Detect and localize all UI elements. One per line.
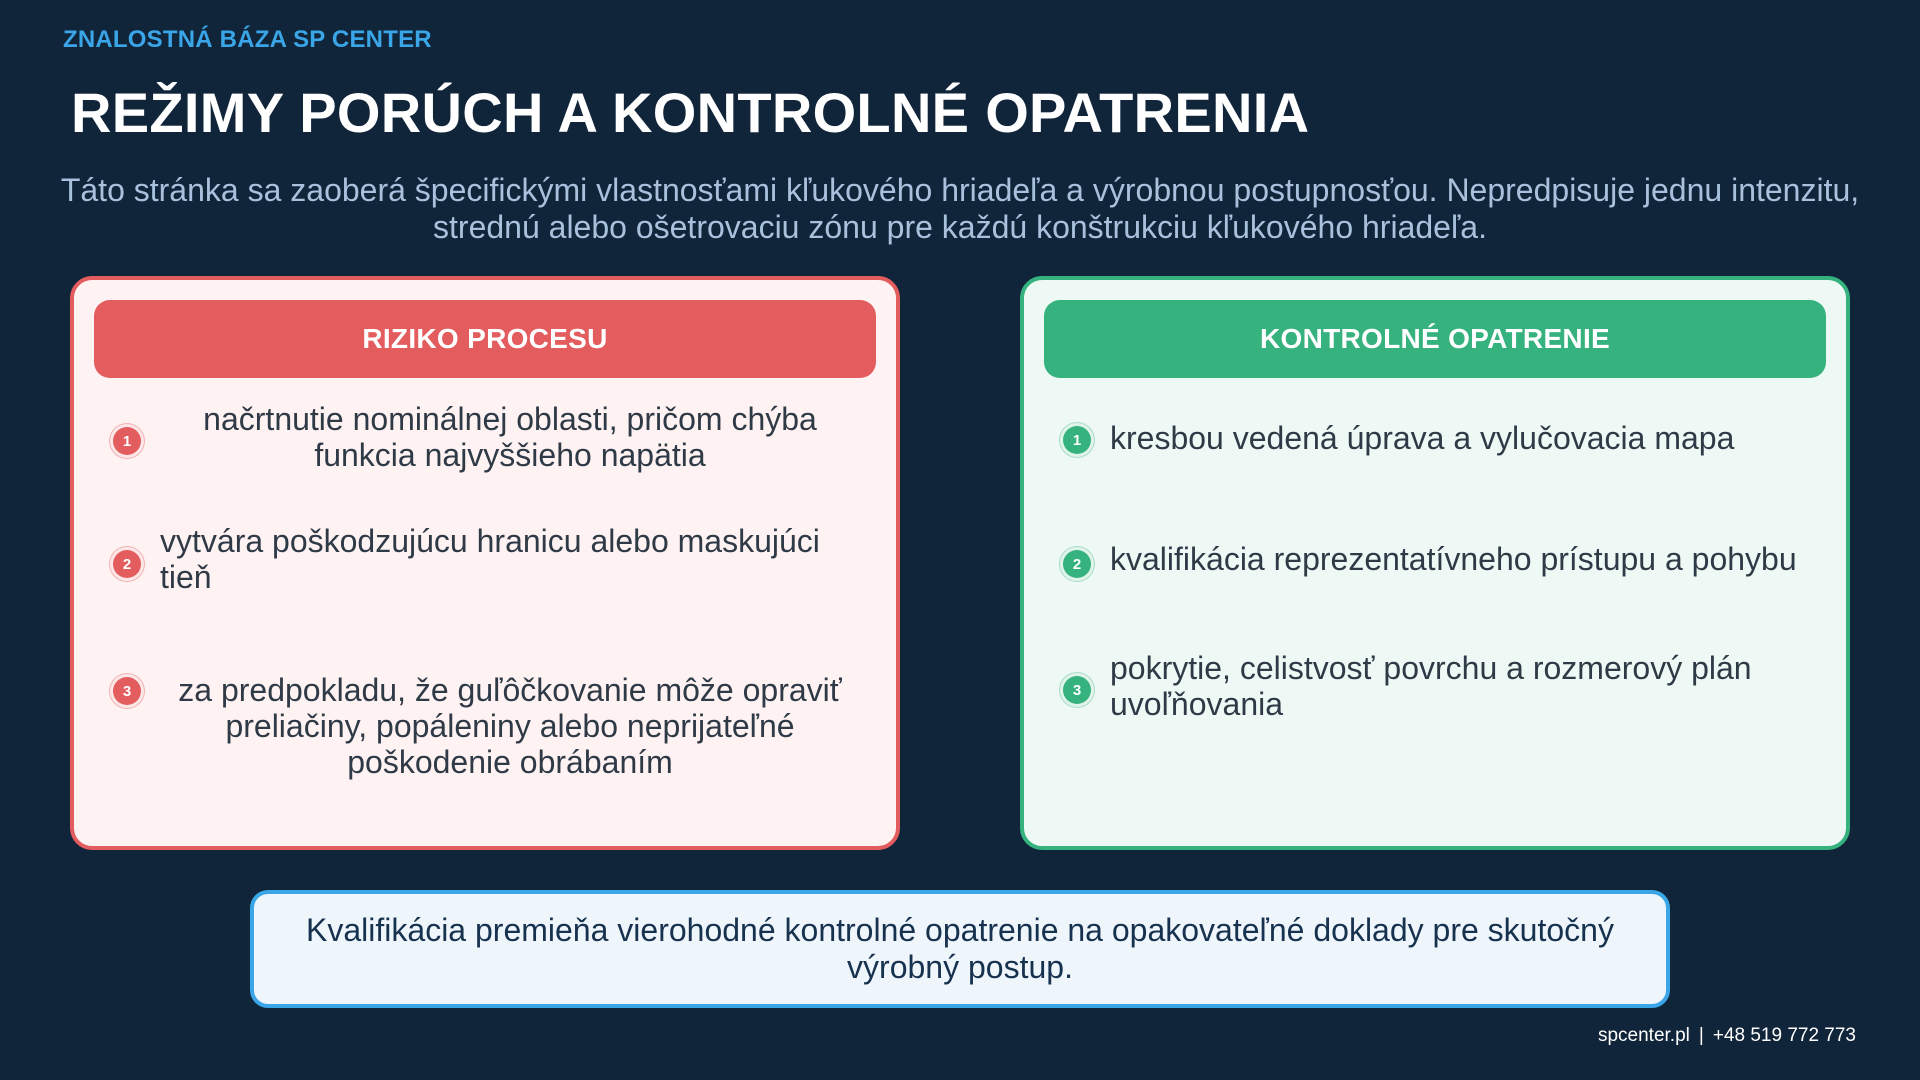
risk-panel <box>70 276 900 850</box>
risk-item-1 <box>74 401 896 481</box>
control-item-2 <box>1024 541 1846 581</box>
risk-item-2-text: vytvára poškodzujúcu hranicu alebo maskujúci tieň <box>160 523 820 595</box>
control-item-3 <box>1024 650 1846 730</box>
number-badge-2: 2 <box>1060 547 1094 581</box>
footer-phone: +48 519 772 773 <box>1712 1025 1856 1046</box>
summary-note: Kvalifikácia premieňa vierohodné kontrolné opatrenie na opakovateľné doklady pre skutočný výrobný postup. <box>250 890 1670 1008</box>
control-item-1 <box>1024 420 1846 460</box>
footer-separator: | <box>1698 1025 1704 1046</box>
risk-item-1-text: načrtnutie nominálnej oblasti, pričom chýba funkcia najvyššieho napätia <box>203 401 817 473</box>
control-item-1-text: kresbou vedená úprava a vylučovacia mapa <box>1110 420 1735 456</box>
risk-item-2 <box>74 523 896 603</box>
page-title: REŽIMY PORÚCH A KONTROLNÉ OPATRENIA <box>71 81 1310 144</box>
control-panel-heading: KONTROLNÉ OPATRENIE <box>1044 300 1826 378</box>
footer-website: spcenter.pl <box>1597 1025 1690 1046</box>
footer-contact <box>1598 1025 1856 1047</box>
page-subtitle: Táto stránka sa zaoberá špecifickými vlastnosťami kľukového hriadeľa a výrobnou postupnosťou. Nepredpisuje jednu intenzitu, strednú alebo ošetrovaciu zónu pre každú konštrukciu kľukového hriadeľa. <box>60 172 1860 245</box>
control-panel <box>1020 276 1850 850</box>
control-item-3-text: pokrytie, celistvosť povrchu a rozmerový plán uvoľňovania <box>1110 650 1752 722</box>
number-badge-1: 1 <box>110 424 144 458</box>
number-badge-1: 1 <box>1060 423 1094 457</box>
number-badge-3: 3 <box>1060 673 1094 707</box>
risk-item-3 <box>74 672 896 792</box>
risk-panel-heading: RIZIKO PROCESU <box>94 300 876 378</box>
number-badge-3: 3 <box>110 674 144 708</box>
kicker-label: ZNALOSTNÁ BÁZA SP CENTER <box>63 26 432 53</box>
control-item-2-text: kvalifikácia reprezentatívneho prístupu a pohybu <box>1110 541 1797 577</box>
number-badge-2: 2 <box>110 547 144 581</box>
risk-item-3-text: za predpokladu, že guľôčkovanie môže opraviť preliačiny, popáleniny alebo neprijateľné poškodenie obrábaním <box>178 672 842 780</box>
